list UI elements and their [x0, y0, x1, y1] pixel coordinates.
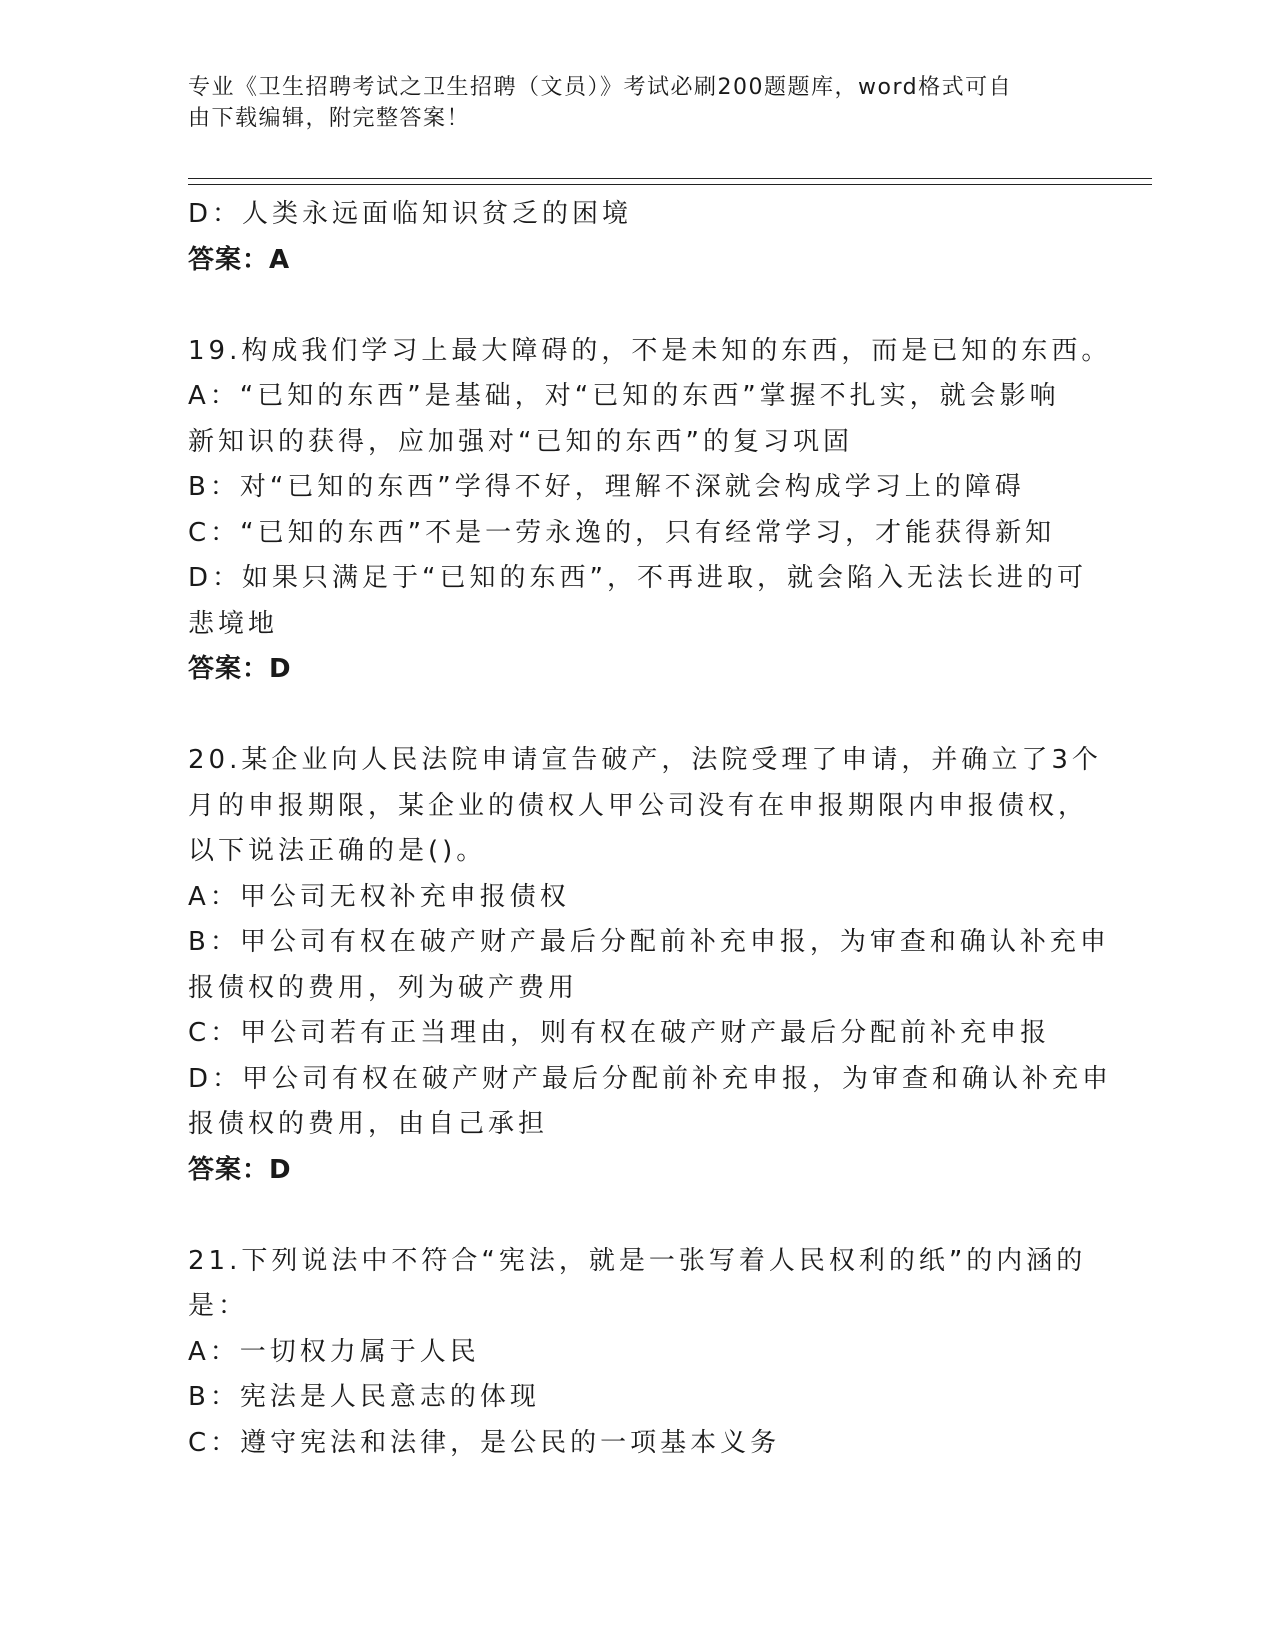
question-content	[188, 192, 1113, 1466]
question-stem: 20.某企业向人民法院申请宣告破产，法院受理了申请，并确立了3个	[188, 745, 1102, 775]
option-d-continued: 悲境地	[188, 608, 279, 639]
option-d: D：人类永远面临知识贫乏的困境	[188, 199, 633, 229]
question-stem: 21.下列说法中不符合“宪法，就是一张写着人民权利的纸”的内涵的	[188, 1245, 1087, 1276]
question-stem-continued: 以下说法正确的是()。	[188, 836, 487, 866]
option-b: B：对“已知的东西”学得不好，理解不深就会构成学习上的障碍	[188, 472, 1025, 502]
option-a-continued: 新知识的获得，应加强对“已知的东西”的复习巩固	[188, 426, 853, 457]
question-stem-continued: 月的申报期限，某企业的债权人甲公司没有在申报期限内申报债权，	[188, 790, 1089, 821]
answer-label: 答案：A	[188, 244, 291, 275]
option-b-continued: 报债权的费用，列为破产费用	[188, 972, 579, 1003]
answer-label: 答案：D	[188, 1154, 292, 1185]
question-stem-continued: 是：	[188, 1291, 249, 1321]
header-divider-top	[188, 178, 1152, 179]
option-a: A：一切权力属于人民	[188, 1336, 480, 1367]
option-c: C：甲公司若有正当理由，则有权在破产财产最后分配前补充申报	[188, 1018, 1051, 1048]
option-b: B：宪法是人民意志的体现	[188, 1382, 540, 1412]
question-20	[188, 738, 1113, 1193]
spacer	[188, 283, 1088, 329]
option-c: C：“已知的东西”不是一劳永逸的，只有经常学习，才能获得新知	[188, 517, 1056, 548]
option-c: C：遵守宪法和法律，是公民的一项基本义务	[188, 1427, 781, 1458]
question-21	[188, 1239, 1088, 1467]
question-19	[188, 329, 1112, 693]
option-a: A：“已知的东西”是基础，对“已知的东西”掌握不扎实，就会影响	[188, 381, 1060, 411]
option-d-continued: 报债权的费用，由自己承担	[188, 1109, 549, 1139]
option-d: D：如果只满足于“已知的东西”，不再进取，就会陷入无法长进的可	[188, 563, 1087, 593]
option-a: A：甲公司无权补充申报债权	[188, 881, 570, 912]
header-divider-bottom	[188, 184, 1152, 185]
spacer	[188, 1193, 1088, 1239]
question-18-tail	[188, 192, 1088, 283]
option-b: B：甲公司有权在破产财产最后分配前补充申报，为审查和确认补充申	[188, 927, 1110, 957]
question-stem: 19.构成我们学习上最大障碍的，不是未知的东西，而是已知的东西。	[188, 335, 1112, 366]
option-d: D：甲公司有权在破产财产最后分配前补充申报，为审查和确认补充申	[188, 1063, 1113, 1094]
answer-label: 答案：D	[188, 654, 292, 684]
header-line-2: 由下载编辑，附完整答案！	[188, 106, 471, 131]
header-line-1: 专业《卫生招聘考试之卫生招聘（文员）》考试必刷200题题库，word格式可自	[188, 75, 1013, 100]
page-header	[188, 72, 1068, 134]
spacer	[188, 693, 1088, 739]
